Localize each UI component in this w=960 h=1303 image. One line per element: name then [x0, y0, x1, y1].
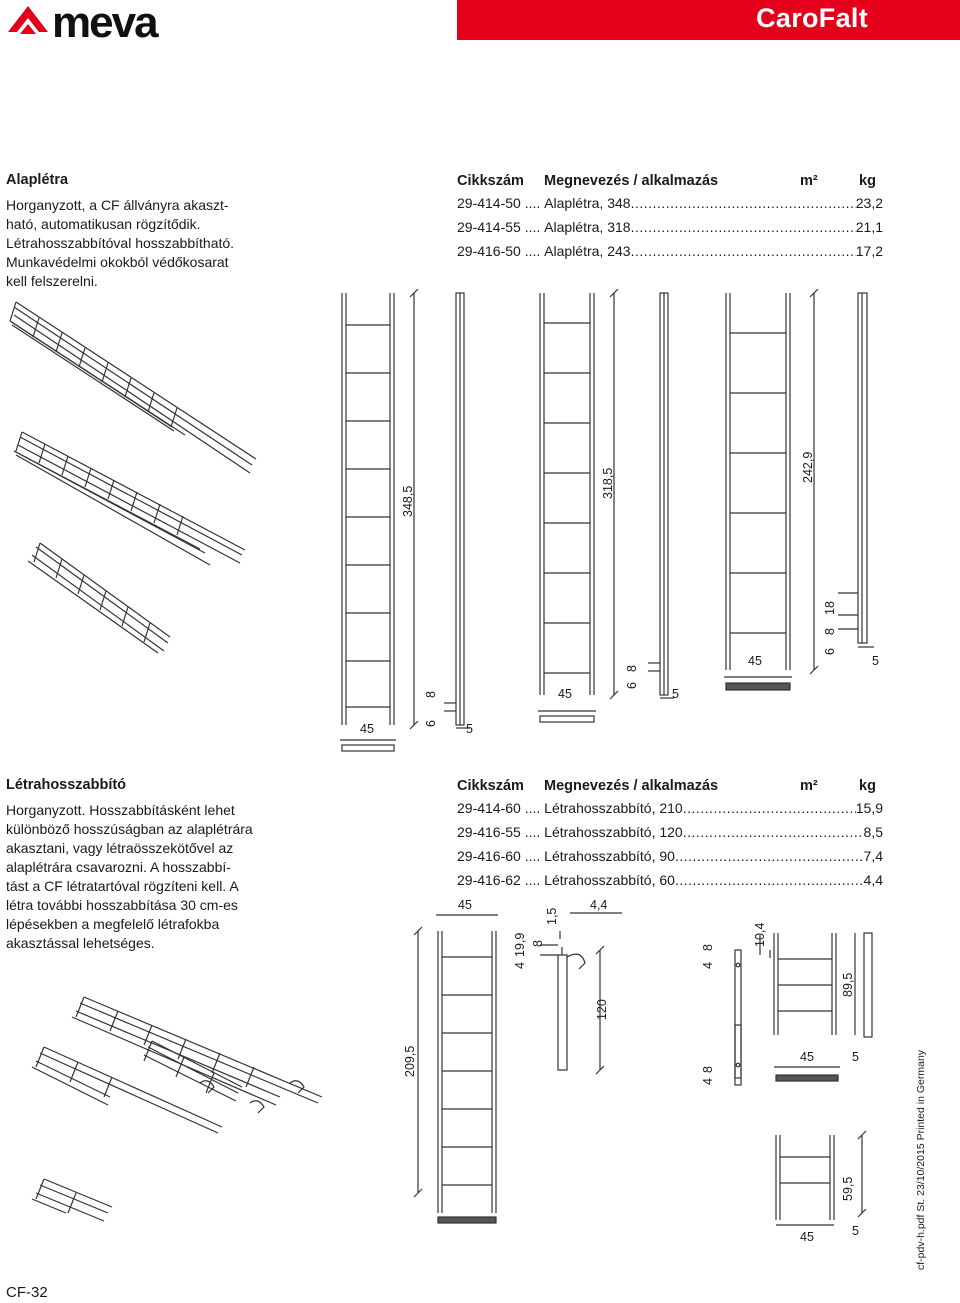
col-header-weight: kg [859, 778, 876, 794]
dim-label: 45 [458, 898, 472, 912]
table-row: 29-414-55 .... Alaplétra, 318 ..... 21,1 [457, 219, 883, 239]
dim-label: 209,5 [403, 1045, 417, 1077]
dim-label: 45 [800, 1230, 814, 1244]
isometric-ladder-318 [14, 432, 245, 565]
dim-label: 45 [360, 722, 374, 736]
section1-drawings [0, 285, 960, 765]
table-row: 29-416-62 .... Létrahosszabbító, 60 ..... 4,4 [457, 872, 883, 892]
isometric-extension-120 [32, 1047, 264, 1133]
product-title: CaroFalt [756, 3, 868, 33]
dim-label: 8 [424, 691, 438, 698]
dim-label: 120 [595, 999, 609, 1020]
isometric-extension-210 [72, 997, 322, 1105]
page-number: CF-32 [6, 1284, 48, 1301]
section2-drawings [0, 895, 960, 1295]
dim-label: 8 [701, 944, 715, 951]
dim-label: 89,5 [841, 972, 855, 997]
dim-label: 6 [424, 720, 438, 727]
table-row: 29-416-55 .... Létrahosszabbító, 120 ..... 8,5 [457, 824, 883, 844]
dim-label: 4 [701, 1078, 715, 1085]
dim-label: 6 [823, 648, 837, 655]
product-banner [457, 0, 960, 40]
section1-title: Alaplétra [6, 172, 69, 188]
col-header-weight: kg [859, 173, 876, 189]
isometric-ladder-243 [28, 543, 170, 653]
ladder-318-front [538, 289, 618, 722]
ladder-348-front [340, 289, 418, 751]
dim-label: 18 [823, 601, 837, 615]
dim-label: 5 [872, 654, 879, 668]
table-row: 29-414-50 .... Alaplétra, 348 ..... 23,2 [457, 195, 883, 215]
dim-label: 6 [625, 682, 639, 689]
dim-label: 242,9 [801, 451, 815, 483]
dim-label: 5 [852, 1224, 859, 1238]
ladder-243-front [724, 289, 818, 690]
col-header-name: Megnevezés / alkalmazás [544, 778, 719, 794]
dim-label: 8 [823, 628, 837, 635]
dim-label: 348,5 [401, 485, 415, 517]
section1-description: Horganyzott, a CF állványra akaszt- ható, automatikusan rögzítődik. Létrahosszabbítóval hosszabbítható. Munkavédelmi okokból védőkosarat kell felszerelni. [6, 197, 235, 289]
extension-210-front [414, 915, 498, 1223]
ladder-243-side [838, 293, 874, 647]
col-header-code: Cikkszám [457, 778, 524, 794]
dim-label: 19,9 [513, 932, 527, 957]
section2-description: Horganyzott. Hosszabbításként lehet különböző hosszúságban az alaplétrára akasztani, vagy létraösszekötővel az alaplétrára csavarozni. A hosszabbí- tást a CF létratartóval rögzíteni kell. A létra további hosszabbítása 30 cm-es lépésekben a megfelelő létrafokba akasztással lehetséges. [6, 802, 253, 951]
logo-text: meva [52, 2, 157, 42]
print-note: cf-pdv-h.pdf St. 23/10/2015 Printed in Germany [915, 1049, 927, 1270]
dim-label: 5 [852, 1050, 859, 1064]
dim-label: 4 [513, 962, 527, 969]
dim-label: 45 [800, 1050, 814, 1064]
table-row: 29-416-60 .... Létrahosszabbító, 90 ..... 7,4 [457, 848, 883, 868]
table-row: 29-414-60 .... Létrahosszabbító, 210 ..... 15,9 [457, 800, 883, 820]
col-header-code: Cikkszám [457, 173, 524, 189]
dim-label: 4,4 [590, 898, 608, 912]
section2-title: Létrahosszabbító [6, 777, 127, 793]
dim-label: 318,5 [601, 467, 615, 499]
dim-label: 5 [466, 722, 473, 736]
dim-label: 4 [701, 962, 715, 969]
ladder-348-side [444, 293, 470, 728]
dim-label: 8 [701, 1066, 715, 1073]
isometric-ladder-348 [10, 302, 256, 473]
col-header-area: m² [800, 778, 818, 794]
ladder-connector [735, 935, 770, 1078]
table-row: 29-416-50 .... Alaplétra, 243 ..... 17,2 [457, 243, 883, 263]
meva-logo [6, 2, 238, 42]
dim-label: 45 [558, 687, 572, 701]
dim-label: 8 [531, 940, 545, 947]
extension-120-side [540, 913, 622, 1074]
dim-label: 8 [625, 665, 639, 672]
connector-side-small [735, 1025, 741, 1085]
col-header-area: m² [800, 173, 818, 189]
isometric-extension-60 [32, 1179, 112, 1221]
dim-label: 10,4 [753, 922, 767, 947]
dim-label: 59,5 [841, 1176, 855, 1201]
dim-label: 45 [748, 654, 762, 668]
dim-label: 5 [672, 687, 679, 701]
ladder-318-side [648, 293, 674, 698]
dim-label: 1,5 [545, 907, 559, 925]
col-header-name: Megnevezés / alkalmazás [544, 173, 719, 189]
